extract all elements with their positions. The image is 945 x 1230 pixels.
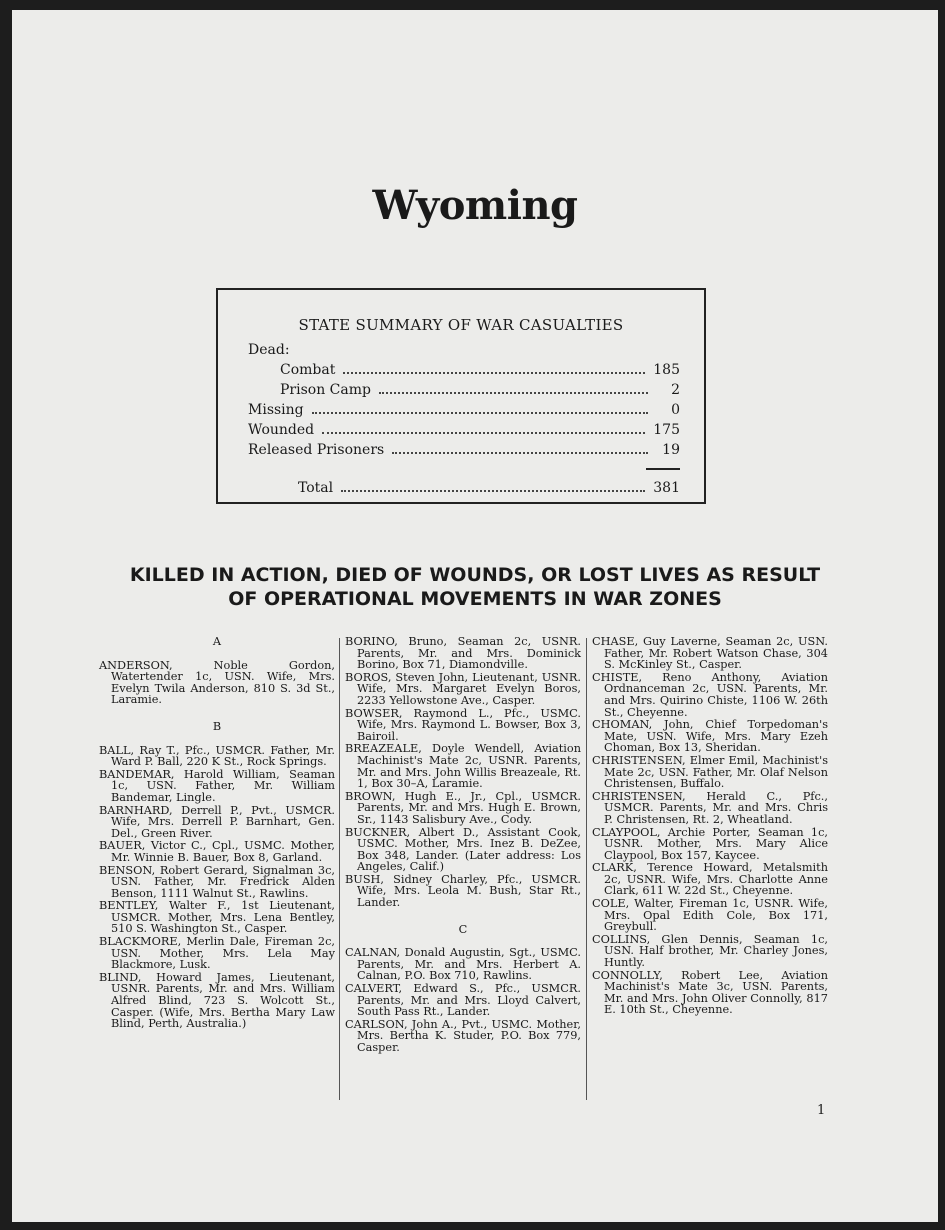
list-item: CHISTE, Reno Anthony, Aviation Ordnanceman 2c, USN. Parents, Mr. and Mrs. Quirino Chiste, 1106 W. 26th St., Cheyenne. <box>592 670 828 719</box>
column-divider <box>339 638 340 1100</box>
summary-prison-row <box>280 382 680 402</box>
list-item: BENTLEY, Walter F., 1st Lieutenant, USMCR. Mother, Mrs. Lena Bentley, 510 S. Washington St., Casper. <box>99 899 335 936</box>
list-item: BLACKMORE, Merlin Dale, Fireman 2c, USN. Mother, Mrs. Lela May Blackmore, Lusk. <box>99 935 335 972</box>
leader-dots <box>312 411 648 414</box>
summary-missing-label: Missing <box>248 402 304 418</box>
list-item: CARLSON, John A., Pvt., USMC. Mother, Mrs. Bertha K. Studer, P.O. Box 779, Casper. <box>345 1017 581 1054</box>
list-item: CALNAN, Donald Augustin, Sgt., USMC. Parents, Mr. and Mrs. Herbert A. Calnan, P.O. Box 710, Rawlins. <box>345 946 581 983</box>
list-item: COLLINS, Glen Dennis, Seaman 1c, USN. Half brother, Mr. Charley Jones, Huntly. <box>592 932 828 970</box>
section-heading-line-2: OF OPERATIONAL MOVEMENTS IN WAR ZONES <box>228 588 722 610</box>
list-item: BROWN, Hugh E., Jr., Cpl., USMCR. Parents, Mr. and Mrs. Hugh E. Brown, Sr., 1143 Salisbury Ave., Cody. <box>345 789 581 826</box>
list-item: BOROS, Steven John, Lieutenant, USNR. Wife, Mrs. Margaret Evelyn Boros, 2233 Yellowstone Ave., Casper. <box>345 670 581 707</box>
section-heading-line-1: KILLED IN ACTION, DIED OF WOUNDS, OR LOST LIVES AS RESULT <box>129 564 821 586</box>
summary-wounded-row <box>248 422 680 442</box>
list-item: BLIND, Howard James, Lieutenant, USNR. Parents, Mr. and Mrs. William Alfred Blind, 723 S. Wolcott St., Casper. (Wife, Mrs. Bertha Mary Law Blind, Perth, Australia.) <box>99 970 335 1031</box>
list-item: CHOMAN, John, Chief Torpedoman's Mate, USN. Wife, Mrs. Mary Ezeh Choman, Box 13, Sheridan. <box>592 718 828 755</box>
list-item: BREAZEALE, Doyle Wendell, Aviation Machinist's Mate 2c, USNR. Parents, Mr. and Mrs. John Willis Breazeale, Rt. 1, Box 30–A, Laramie. <box>345 742 581 791</box>
column-1 <box>99 636 335 1031</box>
list-item: CHASE, Guy Laverne, Seaman 2c, USN. Father, Mr. Robert Watson Chase, 304 S. McKinley St., Casper. <box>592 635 828 672</box>
leader-dots <box>392 451 648 454</box>
list-item: ANDERSON, Noble Gordon, Watertender 1c, USN. Wife, Mrs. Evelyn Twila Anderson, 810 S. 3d St., Laramie. <box>99 658 335 707</box>
leader-dots <box>343 371 645 374</box>
casualty-summary-box <box>216 288 706 504</box>
letter-heading-b: B <box>212 719 222 733</box>
summary-combat-label: Combat <box>280 362 336 378</box>
list-item: BENSON, Robert Gerard, Signalman 3c, USN. Father, Mr. Fredrick Alden Benson, 1111 Walnut St., Rawlins. <box>99 863 335 900</box>
letter-heading-a: A <box>212 635 222 648</box>
leader-dots <box>322 431 645 434</box>
list-item: CLARK, Terence Howard, Metalsmith 2c, USNR. Wife, Mrs. Charlotte Anne Clark, 611 W. 22d St., Cheyenne. <box>592 861 828 898</box>
summary-missing-value: 0 <box>671 402 680 418</box>
section-heading <box>12 563 938 611</box>
summary-combat-row <box>280 362 680 382</box>
summary-wounded-value: 175 <box>653 422 680 438</box>
summary-dead-row <box>248 342 680 362</box>
summary-missing-row <box>248 402 680 422</box>
list-item: CONNOLLY, Robert Lee, Aviation Machinist's Mate 3c, USN. Parents, Mr. and Mrs. John Oliver Connolly, 817 E. 10th St., Cheyenne. <box>592 968 828 1017</box>
list-item: BUCKNER, Albert D., Assistant Cook, USMC. Mother, Mrs. Inez B. DeZee, Box 348, Lander. (Later address: Los Angeles, Calif.) <box>345 825 581 874</box>
summary-prison-value: 2 <box>671 382 680 398</box>
summary-prison-label: Prison Camp <box>280 382 371 398</box>
summary-released-label: Released Prisoners <box>248 442 385 458</box>
column-3 <box>592 636 828 1017</box>
list-item: BARNHARD, Derrell P., Pvt., USMCR. Wife, Mrs. Derrell P. Barnhart, Gen. Del., Green River. <box>99 803 335 840</box>
summary-heading: STATE SUMMARY OF WAR CASUALTIES <box>298 316 624 334</box>
leader-dots <box>379 391 648 394</box>
summary-released-row <box>248 442 680 462</box>
page-title: Wyoming <box>372 182 578 229</box>
list-item: BOWSER, Raymond L., Pfc., USMC. Wife, Mrs. Raymond L. Bowser, Box 3, Bairoil. <box>345 706 581 743</box>
summary-released-value: 19 <box>662 442 680 458</box>
document-page <box>12 10 938 1222</box>
total-rule <box>646 468 680 470</box>
column-2 <box>345 636 581 1055</box>
list-item: COLE, Walter, Fireman 1c, USNR. Wife, Mrs. Opal Edith Cole, Box 171, Greybull. <box>592 897 828 934</box>
list-item: BALL, Ray T., Pfc., USMCR. Father, Mr. Ward P. Ball, 220 K St., Rock Springs. <box>99 743 335 769</box>
list-item: BAUER, Victor C., Cpl., USMC. Mother, Mr. Winnie B. Bauer, Box 8, Garland. <box>99 839 335 864</box>
summary-wounded-label: Wounded <box>248 422 315 438</box>
list-item: BUSH, Sidney Charley, Pfc., USMCR. Wife, Mrs. Leola M. Bush, Star Rt., Lander. <box>345 872 581 910</box>
summary-total-label: Total <box>298 480 334 496</box>
list-item: BANDEMAR, Harold William, Seaman 1c, USN. Father, Mr. William Bandemar, Lingle. <box>99 767 335 804</box>
list-item: CHRISTENSEN, Herald C., Pfc., USMCR. Parents, Mr. and Mrs. Chris P. Christensen, Rt. 2, Wheatland. <box>592 789 828 826</box>
list-item: BORINO, Bruno, Seaman 2c, USNR. Parents, Mr. and Mrs. Dominick Borino, Box 71, Diamondville. <box>345 635 581 672</box>
page-number: 1 <box>817 1103 826 1118</box>
list-item: CALVERT, Edward S., Pfc., USMCR. Parents, Mr. and Mrs. Lloyd Calvert, South Pass Rt., Lander. <box>345 982 581 1019</box>
summary-combat-value: 185 <box>653 362 680 378</box>
summary-dead-label: Dead: <box>248 342 290 358</box>
column-divider <box>586 638 587 1100</box>
list-item: CLAYPOOL, Archie Porter, Seaman 1c, USNR. Mother, Mrs. Mary Alice Claypool, Box 157, Kaycee. <box>592 825 828 862</box>
list-item: CHRISTENSEN, Elmer Emil, Machinist's Mate 2c, USN. Father, Mr. Olaf Nelson Christensen, Buffalo. <box>592 753 828 791</box>
leader-dots <box>341 489 645 492</box>
letter-heading-c: C <box>458 922 468 936</box>
summary-total-row <box>298 480 680 500</box>
summary-total-value: 381 <box>653 480 680 496</box>
